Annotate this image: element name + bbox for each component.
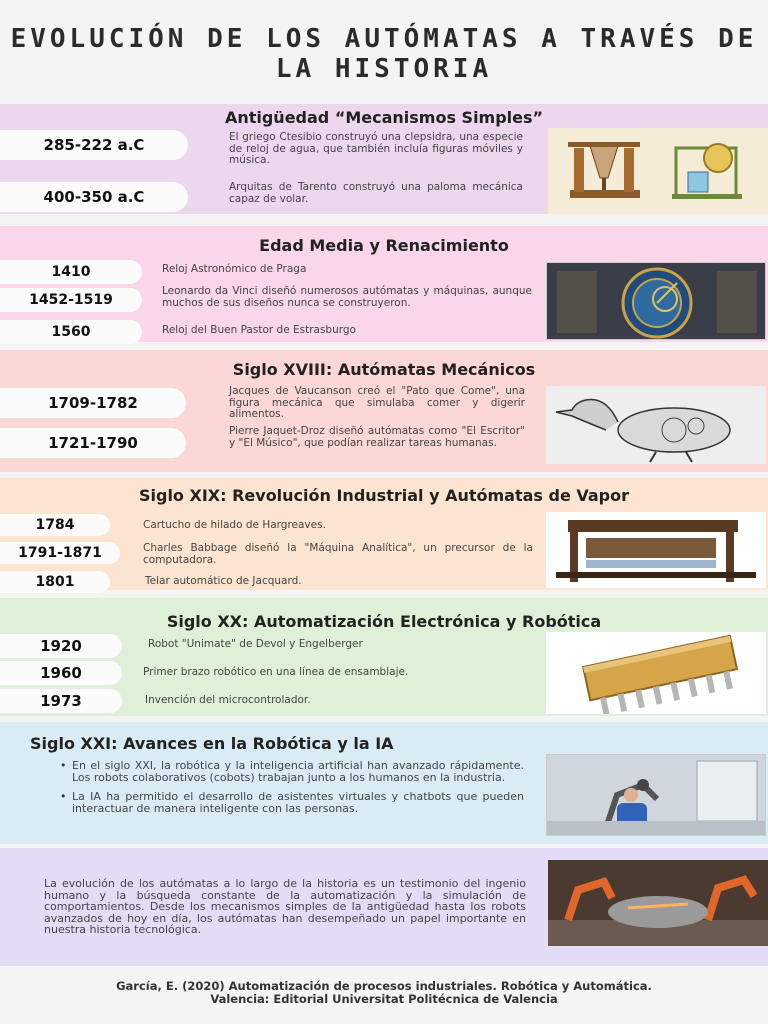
event-text: Primer brazo robótico en una línea de ensamblaje. [143,666,409,678]
event-text: Reloj Astronómico de Praga [162,263,307,275]
section-title: Edad Media y Renacimiento [259,236,509,255]
section-title: Siglo XVIII: Autómatas Mecánicos [232,360,536,379]
page-title: EVOLUCIÓN DE LOS AUTÓMATAS A TRAVÉS DE LA HISTORIA [10,24,758,84]
cobot-factory-icon [546,754,766,836]
event-date: 1452-1519 [0,288,142,312]
section-antiguedad [0,104,768,214]
event-date: 1973 [0,689,122,713]
event-text: El griego Ctesibio construyó una clepsidra, una especie de reloj de agua, que también incluía figuras móviles y música. [229,131,523,166]
event-date: 400-350 a.C [0,182,188,212]
section-edad-media [0,226,768,342]
event-text: Charles Babbage diseñó la "Máquina Analítica", un precursor de la computadora. [143,542,533,566]
event-text: Jacques de Vaucanson creó el "Pato que Come", una figura mecánica que simulaba comer y digerir alimentos. [229,385,525,420]
citation [0,980,768,1006]
event-date: 1784 [0,514,110,536]
event-date: 1721-1790 [0,428,186,458]
section-siglo-xviii [0,350,768,472]
event-text: Reloj del Buen Pastor de Estrasburgo [162,324,356,336]
event-text: Robot "Unimate" de Devol y Engelberger [148,638,363,650]
bullet-item: • La IA ha permitido el desarrollo de asistentes virtuales y chatbots que pueden interactuar de manera inteligente con las personas. [52,791,524,814]
section-title: Siglo XX: Automatización Electrónica y Robótica [166,612,602,631]
event-text: Pierre Jaquet-Droz diseñó autómatas como "El Escritor" y "El Músico", que podían realizar tareas humanas. [229,425,525,449]
event-date: 285-222 a.C [0,130,188,160]
citation-line: García, E. (2020) Automatización de procesos industriales. Robótica y Automática. [116,979,652,993]
astronomical-clock-icon [546,262,766,340]
section-conclusion [0,848,768,966]
loom-machine-icon [546,512,766,588]
bullet-list [52,760,524,822]
event-text: Leonardo da Vinci diseñó numerosos autómatas y máquinas, aunque muchos de sus diseños nunca se construyeron. [162,285,532,309]
section-title: Siglo XXI: Avances en la Robótica y la IA [30,734,394,753]
section-title: Antigüedad “Mecanismos Simples” [224,108,544,127]
event-date: 1960 [0,661,122,685]
bullet-item: • En el siglo XXI, la robótica y la inteligencia artificial han avanzado rápidamente. Los robots colaborativos (cobots) trabajan junto a los humanos en la industria. [52,760,524,783]
microchip-icon [546,632,766,714]
event-date: 1920 [0,634,122,658]
robot-assembly-line-icon [548,860,768,946]
event-date: 1560 [0,320,142,344]
section-title: Siglo XIX: Revolución Industrial y Autómatas de Vapor [138,486,629,505]
clepsydra-machine-icon [548,128,768,214]
conclusion-text: La evolución de los autómatas a lo largo de la historia es un testimonio del ingenio humano y la búsqueda constante de la automatización y la simulación de comportamientos. Desde los mecanismos simples de la antigüedad hasta los robots avanzados de hoy en día, los autómatas han desempeñado un papel importante en nuestra historia tecnológica. [44,877,526,936]
event-date: 1791-1871 [0,542,120,564]
section-siglo-xxi [0,722,768,844]
mechanical-duck-icon [546,386,766,464]
section-siglo-xx [0,598,768,716]
citation-line: Valencia: Editorial Universitat Politécnica de Valencia [210,992,558,1006]
event-text: Arquitas de Tarento construyó una paloma mecánica capaz de volar. [229,181,523,205]
event-date: 1801 [0,571,110,593]
event-text: Invención del microcontrolador. [145,694,311,706]
event-date: 1410 [0,260,142,284]
event-text: Telar automático de Jacquard. [145,575,302,587]
event-date: 1709-1782 [0,388,186,418]
event-text: Cartucho de hilado de Hargreaves. [143,519,326,531]
section-siglo-xix [0,478,768,590]
